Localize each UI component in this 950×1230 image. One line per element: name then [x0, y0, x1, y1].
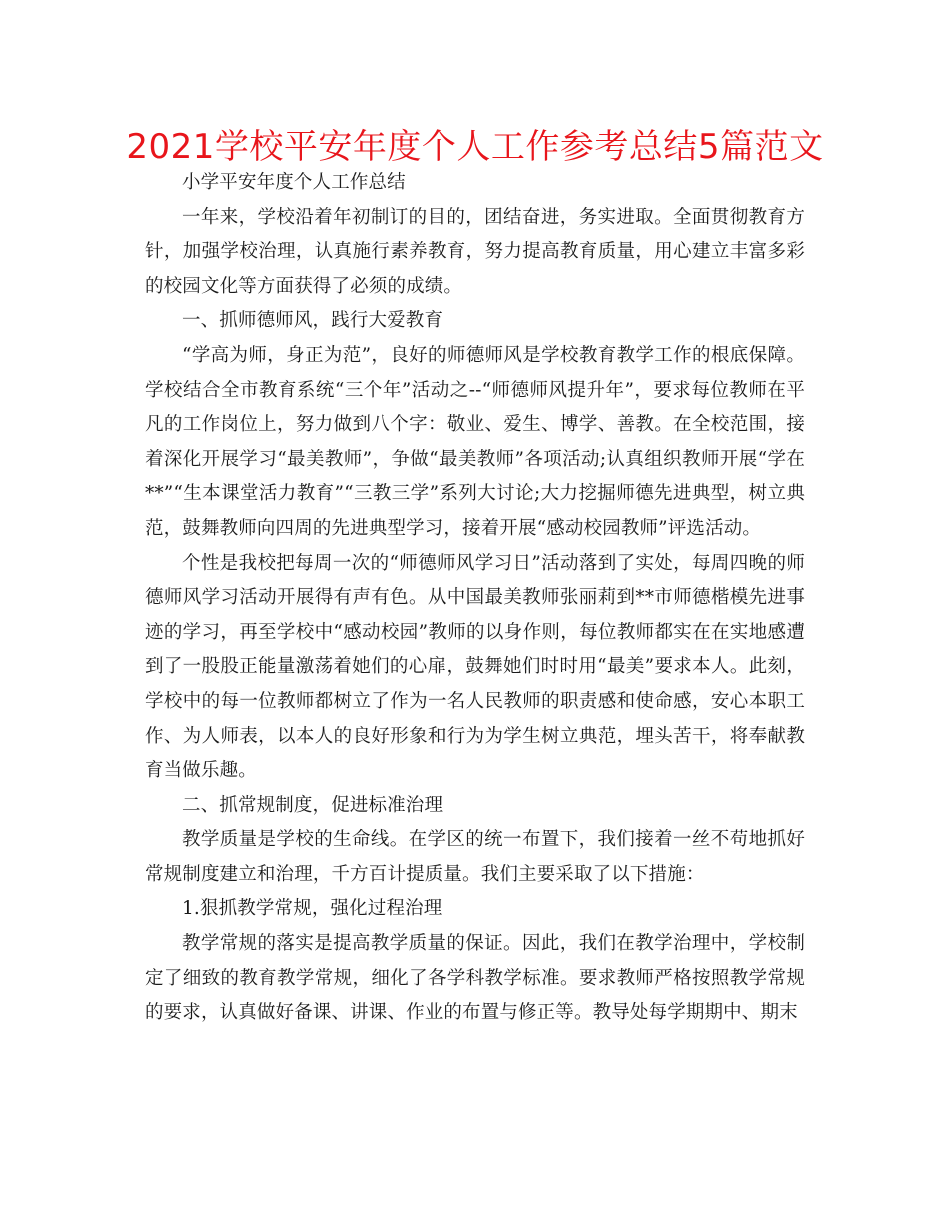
section-heading-2: 二、抓常规制度，促进标准治理	[182, 794, 444, 816]
paragraph: 教学常规的落实是提高教学质量的保证。因此，我们在教学治理中，学校制定了细致的教育教学常规，细化了各学科教学标准。要求教师严格按照教学常规的要求，认真做好备课、讲课、作业的布置与修正等。教导处每学期期中、期末	[145, 933, 805, 1024]
paragraph: 教学质量是学校的生命线。在学区的统一布置下，我们接着一丝不苟地抓好常规制度建立和治理，千方百计提质量。我们主要采取了以下措施：	[145, 829, 805, 885]
paragraph-subtitle: 小学平安年度个人工作总结	[182, 172, 406, 193]
paragraph: “学高为师，身正为范”，良好的师德师风是学校教育教学工作的根底保障。学校结合全市教育系统“三个年”活动之--“师德师风提升年”，要求每位教师在平凡的工作岗位上，努力做到八个字：敬业、爱生、博学、善教。在全校范围，接着深化开展学习“最美教师”，争做“最美教师”各项活动;认真组织教师开展“学在**”“生本课堂活力教育”“三教三学”系列大讨论;大力挖掘师德先进典型，树立典范，鼓舞教师向四周的先进典型学习，接着开展“感动校园教师”评选活动。	[145, 344, 805, 539]
document-title: 2021学校平安年度个人工作参考总结5篇范文	[126, 127, 824, 167]
subsection-heading-1: 1.狠抓教学常规，强化过程治理	[182, 898, 443, 920]
paragraph-intro: 一年来，学校沿着年初制订的目的，团结奋进，务实进取。全面贯彻教育方针，加强学校治理，认真施行素养教育，努力提高教育质量，用心建立丰富多彩的校园文化等方面获得了必须的成绩。	[145, 206, 805, 297]
document-body	[145, 166, 805, 1031]
paragraph: 个性是我校把每周一次的“师德师风学习日”活动落到了实处，每周四晚的师德师风学习活动开展得有声有色。从中国最美教师张丽莉到**市师德楷模先进事迹的学习，再至学校中“感动校园”教师的以身作则，每位教师都实在在实地感遭到了一股股正能量激荡着她们的心扉，鼓舞她们时时用“最美”要求本人。此刻，学校中的每一位教师都树立了作为一名人民教师的职责感和使命感，安心本职工作、为人师表，以本人的良好形象和行为为学生树立典范，埋头苦干，将奉献教育当做乐趣。	[145, 552, 805, 782]
section-heading-1: 一、抓师德师风，践行大爱教育	[182, 310, 444, 332]
